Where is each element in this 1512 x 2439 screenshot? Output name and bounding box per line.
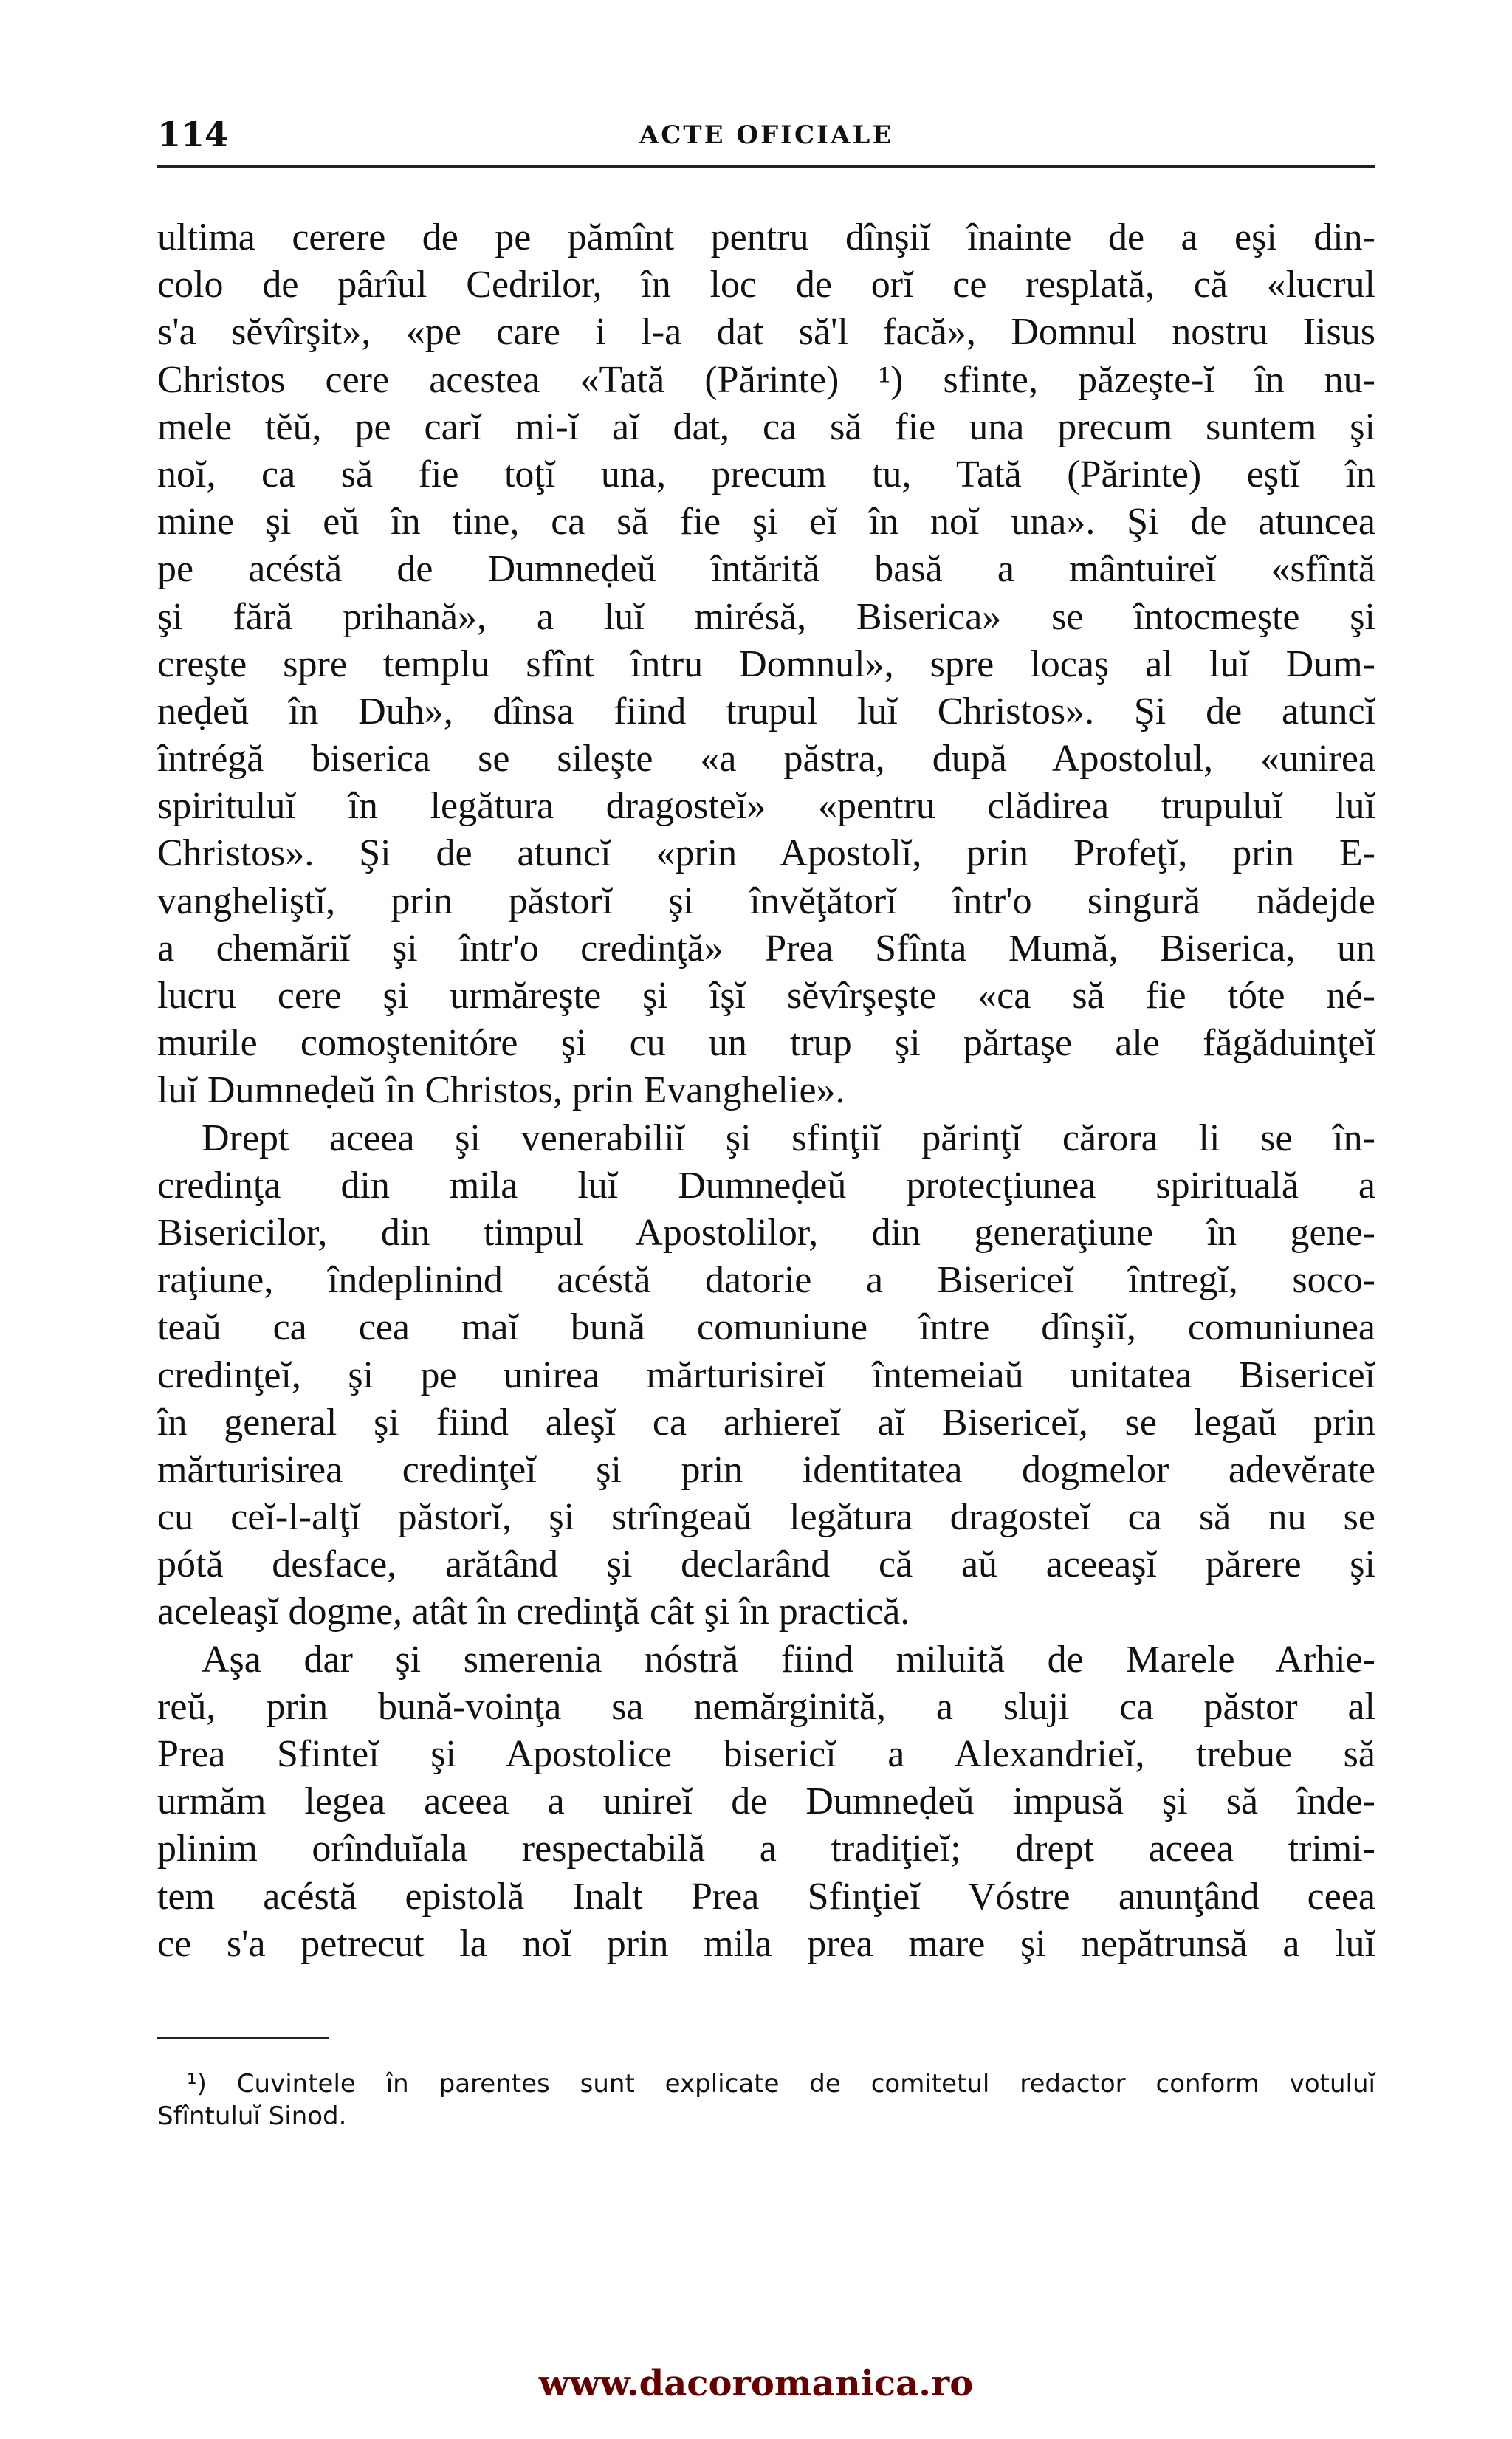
text-line: vangheliştĭ, prin păstorĭ şi învĕţătorĭ într'o singură nădejde	[157, 879, 1375, 922]
running-title: ACTE OFICIALE	[639, 120, 894, 150]
text-line: pótă desface, arătând şi declarând că aŭ aceeaşĭ părere şi	[157, 1543, 1375, 1586]
text-line: noĭ, ca să fie toţĭ una, precum tu, Tată (Părinte) eştĭ în	[157, 453, 1375, 495]
text-line: Drept aceea şi venerabiliĭ şi sfinţiĭ părinţĭ cărora li se în-	[202, 1116, 1375, 1159]
text-line: mărturisirea credinţeĭ şi prin identitatea dogmelor adevĕrate	[157, 1448, 1375, 1491]
text-line: colo de pârîul Cedrilor, în loc de orĭ ce resplată, că «lucrul	[157, 264, 1375, 306]
text-line: murile comoştenitóre şi cu un trup şi părtaşe ale făgăduinţeĭ	[157, 1022, 1375, 1065]
text-line: ce s'a petrecut la noĭ prin mila prea mare şi nepătrunsă a luĭ	[157, 1922, 1375, 1965]
text-line: Christos». Şi de atuncĭ «prin Apostolĭ, prin Profeţĭ, prin E-	[157, 832, 1375, 875]
text-line: aceleaşĭ dogme, atât în credinţă cât şi în practică.	[157, 1591, 910, 1633]
footnote-line: Sfîntuluĭ Sinod.	[157, 2102, 347, 2131]
text-line: credinţa din mila luĭ Dumneḍeŭ protecţiunea spirituală a	[157, 1164, 1375, 1207]
text-line: s'a sĕvîrşit», «pe care i l-a dat să'l facă», Domnul nostru Iisus	[157, 311, 1375, 354]
text-line: spirituluĭ în legătura dragosteĭ» «pentru clădirea trupuluĭ luĭ	[157, 785, 1375, 828]
text-line: mine şi eŭ în tine, ca să fie şi eĭ în noĭ una». Şi de atuncea	[157, 501, 1375, 543]
website-watermark[interactable]: www.dacoromanica.ro	[538, 2363, 974, 2404]
text-line: mele tĕŭ, pe carĭ mi-ĭ aĭ dat, ca să fie una precum suntem şi	[157, 405, 1375, 448]
text-line: Prea Sfinteĭ şi Apostolice bisericĭ a Alexandrieĭ, trebue să	[157, 1733, 1375, 1775]
text-line: neḍeŭ în Duh», dînsa fiind trupul luĭ Christos». Şi de atuncĭ	[157, 690, 1375, 733]
text-line: luĭ Dumneḍeŭ în Christos, prin Evanghelie».	[157, 1069, 845, 1112]
text-line: plinim orînduĭala respectabilă a tradiţieĭ; drept aceea trimi-	[157, 1828, 1375, 1870]
text-line: urmăm legea aceea a unireĭ de Dumneḍeŭ impusă şi să înde-	[157, 1780, 1375, 1823]
header-rule	[157, 165, 1375, 168]
text-line: întrégă biserica se sileşte «a păstra, după Apostolul, «unirea	[157, 738, 1375, 781]
text-line: creşte spre templu sfînt întru Domnul», spre locaş al luĭ Dum-	[157, 642, 1375, 685]
text-line: Aşa dar şi smerenia nóstră fiind miluită de Marele Arhie-	[202, 1638, 1375, 1681]
text-line: teaŭ ca cea maĭ bună comuniune între dînşiĭ, comuniunea	[157, 1306, 1375, 1349]
footnote	[157, 2068, 1375, 2133]
text-line: a chemăriĭ şi într'o credinţă» Prea Sfînta Mumă, Biserica, un	[157, 927, 1375, 970]
text-line: lucru cere şi urmăreşte şi îşĭ sĕvîrşeşte «ca să fie tóte né-	[157, 975, 1375, 1017]
text-line: Christos cere acestea «Tată (Părinte) ¹) sfinte, păzeşte-ĭ în nu-	[157, 358, 1375, 401]
page-header	[157, 114, 1375, 159]
text-line: cu ceĭ-l-alţĭ păstorĭ, şi strîngeaŭ legătura dragosteĭ ca să nu se	[157, 1496, 1375, 1539]
body-text	[157, 214, 1375, 1968]
text-line: credinţeĭ, şi pe unirea mărturisireĭ întemeiaŭ unitatea Bisericeĭ	[157, 1354, 1375, 1396]
text-line: reŭ, prin bună-voinţa sa nemărginită, a sluji ca păstor al	[157, 1685, 1375, 1728]
text-line: ultima cerere de pe pămînt pentru dînşiĭ înainte de a eşi din-	[157, 216, 1375, 258]
text-line: raţiune, îndeplinind acéstă datorie a Bisericeĭ întregĭ, soco-	[157, 1259, 1375, 1302]
text-line: tem acéstă epistolă Inalt Prea Sfinţieĭ Vóstre anunţând ceea	[157, 1875, 1375, 1918]
footnote-rule	[157, 2037, 329, 2039]
text-line: Bisericilor, din timpul Apostolilor, din generaţiune în gene-	[157, 1211, 1375, 1254]
page-number: 114	[157, 114, 229, 154]
footnote-line: ¹) Cuvintele în parentes sunt explicate de comitetul redactor conform votuluĭ	[187, 2069, 1375, 2099]
text-line: în general şi fiind aleşĭ ca arhiereĭ aĭ Bisericeĭ, se legaŭ prin	[157, 1401, 1375, 1444]
text-line: şi fără prihană», a luĭ mirésă, Biserica» se întocmeşte şi	[157, 595, 1375, 638]
text-line: pe acéstă de Dumneḍeŭ întărită basă a mântuireĭ «sfîntă	[157, 548, 1375, 591]
